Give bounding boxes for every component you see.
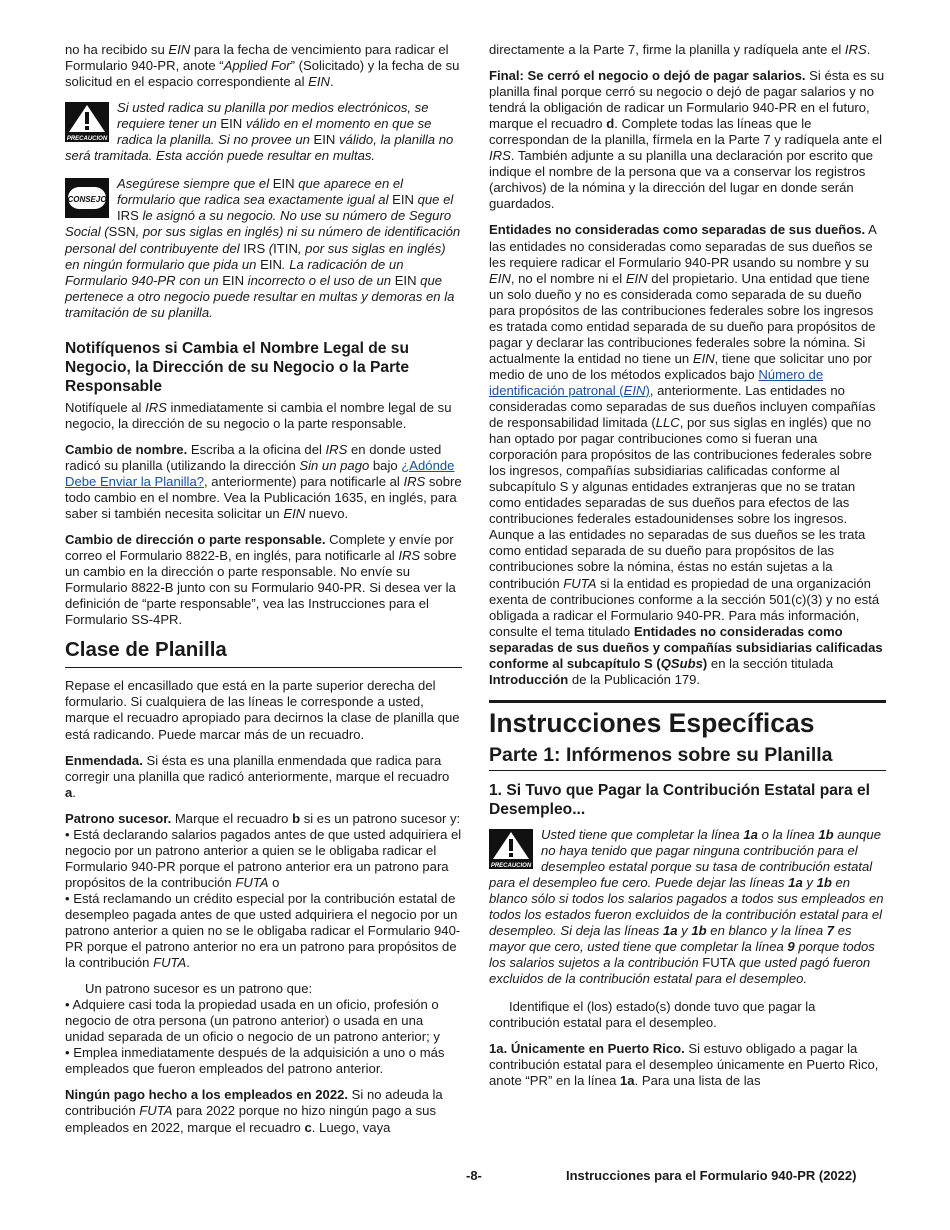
heading-line-1: 1. Si Tuvo que Pagar la Contribución Estatal para el Desempleo...	[489, 781, 870, 818]
caution-icon	[489, 829, 533, 869]
caution-icon-label: PRECAUCION	[66, 136, 108, 143]
caution-note-line-1: PRECAUCION Usted tiene que completar la línea 1a o la línea 1b aunque no haya tenido que pagar ninguna contribución para el desempleo estatal porque su tasa de contribución estatal para el desempleo fue cero. Puede dejar las líneas 1a y 1b en blanco sólo si todos los salarios pagados a todos sus empleados en todos los estados fueron excluidos de la contribución estatal para el desempleo. Si deja las líneas 1a y 1b en blanco y la línea 7 es mayor que cero, usted tiene que completar la línea 9 porque todos los salarios sujetos a la contribución FUTA que usted pagó fueron excluidos de la contribución estatal para el desempleo.	[489, 826, 884, 987]
paragraph-name-change: Cambio de nombre. Escriba a la oficina del IRS en donde usted radicó su planilla (utilizando la dirección Sin un pago bajo ¿Adónde Debe Enviar la Planilla?, anteriormente) para notificarle al IRS sobre todo cambio en el nombre. Vea la Publicación 1635, en inglés, para saber si también necesita solicitar un EIN nuevo.	[65, 441, 462, 522]
paragraph-final-return: Final: Se cerró el negocio o dejó de pagar salarios. Si ésta es su planilla final porque cerró su negocio o dejó de pagar salarios y no tendrá la obligación de radicar un Formulario 940-PR en el futuro, marque el recuadro d. Complete todas las líneas que le correspondan de la planilla, fírmela en la Parte 7 y radíquela ante el IRS. También adjunte a su planilla una declaración por escrito que indique el nombre de la persona que va a conservar los registros (archivos) de la nómina y la dirección del lugar en donde serán guardados.	[489, 68, 885, 212]
paragraph-successor-definition: Un patrono sucesor es un patrono que:	[85, 981, 313, 997]
bullet-successor-3: • Adquiere casi toda la propiedad usada en un oficio, profesión o negocio de otra persona (un patrono anterior) o usada en una unidad separada de un oficio o negocio de un patrono anterior; y	[65, 997, 440, 1045]
link-where-to-file[interactable]: ¿Adónde Debe Enviar la Planilla?	[65, 457, 455, 489]
right-column	[489, 42, 886, 1100]
link-employer-id-number[interactable]: Número de identificación patronal (EIN)	[489, 366, 824, 398]
paragraph-ein-pending: no ha recibido su EIN para la fecha de vencimiento para radicar el Formulario 940-PR, anote “Applied For” (Solicitado) y la fecha de su solicitud en el espacio correspondiente al EIN.	[65, 42, 460, 90]
heading-part-1: Parte 1: Infórmenos sobre su Planilla	[489, 743, 886, 771]
paragraph-notify: Notifíquele al IRS inmediatamente si cambia el nombre legal de su negocio, la dirección de su negocio o la parte responsable.	[65, 399, 452, 431]
heading-specific-instructions: Instrucciones Específicas	[489, 700, 886, 739]
tip-note-ein: CONSEJO Asegúrese siempre que el EIN que aparece en el formulario que radica sea exactamente igual al EIN que el IRS le asignó a su negocio. No use su número de Seguro Social (SSN, por sus siglas en inglés) ni su número de identificación personal del contribuyente del IRS (ITIN, por sus siglas en inglés) en ningún formulario que pida un EIN. La radicación de un Formulario 940-PR con un EIN incorrecto o el uso de un EIN que pertenece a otro negocio puede resultar en multas y demoras en la tramitación de su planilla.	[65, 176, 461, 320]
paragraph-no-payments: Ningún pago hecho a los empleados en 2022. Si no adeuda la contribución FUTA para 2022 porque no hizo ningún pago a sus empleados en 2022, marque el recuadro c. Luego, vaya	[65, 1087, 443, 1135]
paragraph-identify-states: Identifique el (los) estado(s) donde tuvo que pagar la contribución estatal para el desempleo.	[489, 999, 816, 1031]
paragraph-go-to-part7: directamente a la Parte 7, firme la planilla y radíquela ante el IRS.	[489, 42, 871, 57]
bullet-successor-2: • Está reclamando un crédito especial por la contribución estatal de desempleo pagada antes de que usted adquiriera el negocio por un patrono anterior a quien no se le obligaba radicar el Formulario 940-PR porque el patrono anterior no era un patrono para propósitos de la contribución FUTA.	[65, 890, 461, 971]
paragraph-disregarded-entities: Entidades no consideradas como separadas de sus dueños. A las entidades no consideradas como separadas de sus dueños se les requiere radicar el Formulario 940-PR usando su nombre y su EIN, no el nombre ni el EIN del propietario. Una entidad que tiene un solo dueño y no es considerada como separada de su dueño para propósitos de las contribuciones federales sobre los ingresos es tratada como entidad separada de su dueño para propósitos de pagar y declarar las contribuciones federales sobre la nómina. Si actualmente la entidad no tiene un EIN, tiene que solicitar uno por medio de uno de los métodos explicados bajo Número de identificación patronal (EIN), anteriormente. Las entidades no consideradas como separadas de sus dueños incluyen compañías de responsabilidad limitada (LLC, por sus siglas en inglés) que no han optado por pagar contribuciones como si fueran una corporación para propósitos de las contribuciones federales sobre los ingresos, compañías subsidiarias calificadas conforme al subcapítulo S y algunas entidades extranjeras que no se tratan como entidades separadas de sus dueños para efectos de las contribuciones federales estadounidenses sobre los ingresos. Aunque a las entidades no separadas de sus dueños se les trata como entidad separada de su dueño para propósitos de las contribuciones sobre la nómina, éstas no están sujetas a la contribución FUTA si la entidad es propiedad de una organización exenta de contribuciones conforme a la sección 501(c)(3) y no está obligada a radicar el Formulario 940-PR. Para más información, consulte el tema titulado Entidades no consideradas como separadas de sus dueños y compañías subsidiarias calificadas conforme al subcapítulo S (QSubs) en la sección titulada Introducción de la Publicación 179.	[489, 222, 883, 687]
heading-return-type: Clase de Planilla	[65, 638, 462, 668]
tip-icon-label: CONSEJO	[67, 195, 107, 205]
heading-notify-changes: Notifíquenos si Cambia el Nombre Legal de su Negocio, la Dirección de su Negocio o la Parte Responsable	[65, 339, 410, 395]
caution-note-electronic: PRECAUCION Si usted radica su planilla por medios electrónicos, se requiere tener un EIN válido en el momento en que se radica la planilla. Si no provee un EIN válido, la planilla no será tramitada. Esta acción puede resultar en multas.	[65, 100, 454, 164]
footer-document-title: Instrucciones para el Formulario 940-PR (2022)	[566, 1168, 857, 1183]
paragraph-successor: Patrono sucesor. Marque el recuadro b si es un patrono sucesor y:	[65, 810, 461, 826]
bullet-successor-1: • Está declarando salarios pagados antes de que usted adquiriera el negocio por un patrono anterior a quien se le obligaba radicar el Formulario 940-PR porque el patrono anterior era un patrono para propósitos de la contribución FUTA o	[65, 826, 462, 890]
bullet-successor-4: • Emplea inmediatamente después de la adquisición a uno o más empleados que fueron empleados del patrono anterior.	[65, 1045, 445, 1077]
paragraph-address-change: Cambio de dirección o parte responsable. Complete y envíe por correo el Formulario 8822-B, en inglés, para notificarle al IRS sobre un cambio en la dirección o parte responsable. No envíe su Formulario 8822-B junto con su Formulario 940-PR. Si desea ver la definición de “parte responsable”, vea las Instrucciones para el Formulario SS-4PR.	[65, 532, 457, 628]
tip-icon	[65, 178, 109, 218]
paragraph-return-type: Repase el encasillado que está en la parte superior derecha del formulario. Si cualquiera de las líneas le corresponde a usted, marque el recuadro apropiado para decirnos la clase de planilla que está radicando. Puede marcar más de un recuadro.	[65, 678, 460, 742]
caution-icon	[65, 102, 109, 142]
caution-icon-label: PRECAUCION	[490, 862, 532, 869]
paragraph-puerto-rico-only: 1a. Únicamente en Puerto Rico. Si estuvo obligado a pagar la contribución estatal para el desempleo únicamente en Puerto Rico, anote “PR” en la línea 1a. Para una lista de las	[489, 1041, 879, 1089]
left-column	[65, 42, 462, 1146]
paragraph-amended: Enmendada. Si ésta es una planilla enmendada que radica para corregir una planilla que radicó anteriormente, marque el recuadro a.	[65, 752, 450, 800]
footer-page-number: -8-	[466, 1168, 482, 1183]
